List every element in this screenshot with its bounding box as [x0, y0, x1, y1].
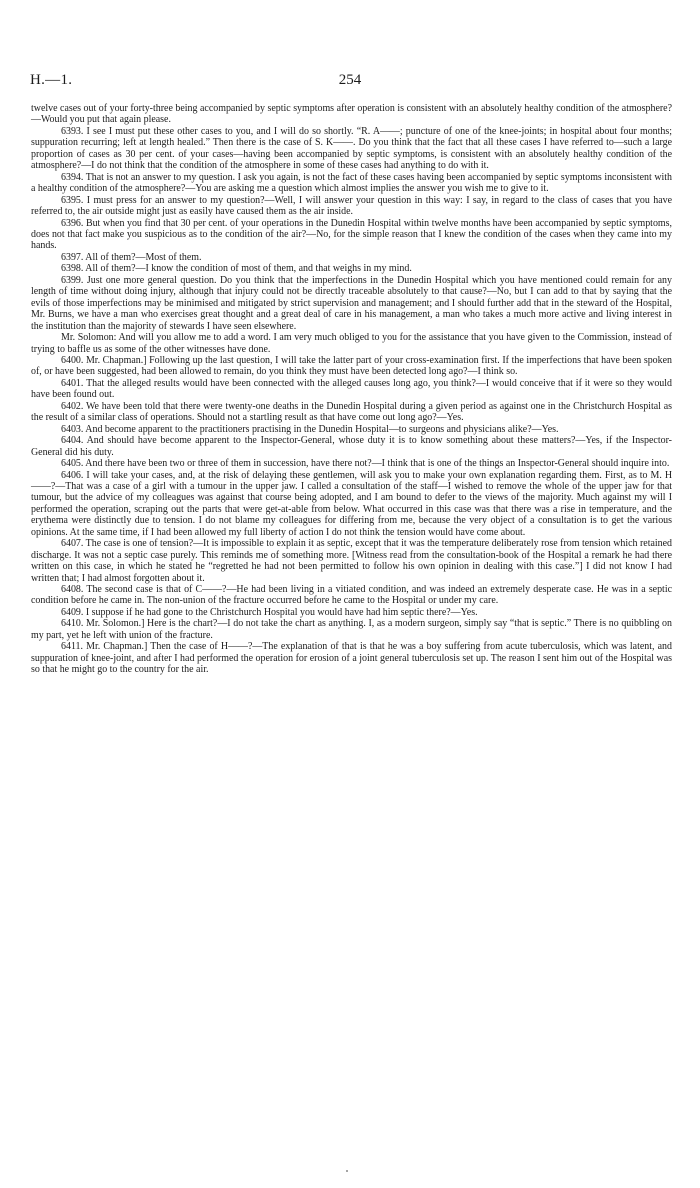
series-label: H.—1.	[30, 72, 73, 88]
paragraph: 6408. The second case is that of C——?—He had been living in a vitiated condition, and was indeed an extremely desperate case. He was in a septic condition before he came in. The non-union of the fracture occurred before he came to the Hospital or under my care.	[31, 584, 672, 607]
paragraph: 6410. Mr. Solomon.] Here is the chart?—I do not take the chart as anything. I, as a modern surgeon, simply say “that is septic.” There is no quibbling on my part, yet he left with union of the fracture.	[31, 618, 672, 641]
page-header	[30, 72, 670, 92]
paragraph: 6407. The case is one of tension?—It is impossible to explain it as septic, except that it was the temperature deliberately rose from tension which retained discharge. It was not a septic case purely. This reminds me of something more. [Witness read from the consultation-book of the Hospital a remark he had there written on this case, in which he stated he “regretted he had not been permitted to follow his own opinion in dealing with this case.”] I did not know I had written that; I had almost forgotten about it.	[31, 538, 672, 584]
paragraph: 6403. And become apparent to the practitioners practising in the Dunedin Hospital—to surgeons and physicians alike?—Yes.	[61, 423, 559, 435]
paragraph: 6402. We have been told that there were twenty-one deaths in the Dunedin Hospital during a given period as against one in the Christchurch Hospital as the result of a similar class of operations. Should not a startling result as that have come out long ago?—Yes.	[31, 400, 672, 424]
paragraph: 6397. All of them?—Most of them.	[61, 251, 202, 263]
paragraph: 6405. And there have been two or three of them in succession, have there not?—I think that is one of the things an Inspector-General should inquire into.	[61, 458, 670, 470]
paragraph: 6394. That is not an answer to my question. I ask you again, is not the fact of these cases having been accompanied by septic symptoms inconsistent with a healthy condition of the atmosphere?—You are asking me a question which almost implies the answer you wish me to give to it.	[31, 171, 672, 195]
paragraph: twelve cases out of your forty-three being accompanied by septic symptoms after operation is consistent with an absolutely healthy condition of the atmosphere?—Would you put that again please.	[31, 103, 672, 126]
paragraph: 6396. But when you find that 30 per cent. of your operations in the Dunedin Hospital within twelve months have been accompanied by septic symptoms, does not that fact make you suspicious as to the condition of the air?—No, for the simple reason that I knew the condition of the cases when they came into my hands.	[31, 217, 672, 252]
paragraph: 6404. And should have become apparent to the Inspector-General, whose duty it is to know something about these matters?—Yes, if the Inspector-General did his duty.	[31, 435, 672, 458]
page-number-wrap	[30, 72, 670, 89]
paragraph: 6409. I suppose if he had gone to the Christchurch Hospital you would have had him septic there?—Yes.	[61, 606, 478, 618]
page-speck	[346, 1170, 348, 1172]
paragraph: 6401. That the alleged results would have been connected with the alleged causes long ago, you think?—I would conceive that if it were so they would have been found out.	[31, 377, 672, 401]
document-body	[31, 103, 672, 676]
paragraph: 6398. All of them?—I know the condition of most of them, and that weighs in my mind.	[61, 263, 412, 275]
paragraph: 6406. I will take your cases, and, at the risk of delaying these gentlemen, will ask you to make your own explanation regarding them. First, as to M. H——?—That was a case of a girl with a tumour in the upper jaw. I called a consultation of the staff—I wished to remove the whole of the upper jaw for that tumour, but the advice of my colleagues was against that course being adopted, and I am bound to defer to the views of the majority. Much against my will I performed the operation, scraping out the parts that were get-at-able from below. What occurred in this case was that there was a rise in temperature, and the erythema were distinctly due to tension. I do not blame my colleagues for differing from me, because the very object of a consultation is to get the various opinions. At the same time, if I had been allowed my full liberty of action I do not think the tension would have come about.	[31, 469, 672, 538]
paragraph: 6411. Mr. Chapman.] Then the case of H——?—The explanation of that is that he was a boy suffering from acute tuberculosis, which was latent, and suppuration of knee-joint, and after I had performed the operation for erosion of a joint general tuberculosis set up. The reason I sent him out of the Hospital was so that he might go to the country for the air.	[31, 641, 672, 676]
paragraph: 6393. I see I must put these other cases to you, and I will do so shortly. “R. A——; puncture of one of the knee-joints; in hospital about four months; suppuration recurring; left at length healed.” Then there is the case of S. K——. Do you think that the fact that all these cases I have referred to—such a large proportion of cases as 30 per cent. of your cases—having been accompanied by septic symptoms, is consistent with an absolutely healthy condition of the atmosphere?—I do not think that the condition of the atmosphere in some of these cases had anything to do with it.	[31, 125, 672, 172]
paragraph: 6395. I must press for an answer to my question?—Well, I will answer your question in this way: I say, in regard to the class of cases that you have referred to, the air outside might just as easily have caused them as the air inside.	[31, 194, 672, 218]
paragraph: 6400. Mr. Chapman.] Following up the last question, I will take the latter part of your cross-examination first. If the imperfections that have been spoken of, or have been suggested, had been allowed to remain, do you think they must have been detected long ago?—I think so.	[31, 354, 672, 378]
paragraph: 6399. Just one more general question. Do you think that the imperfections in the Dunedin Hospital which you have mentioned could remain for any length of time without doing injury, although that injury could not be directly traceable absolutely to that cause?—No, but I can add to that by saying that the evils of those imperfections may be minimised and mitigated by strict supervision and management; and I should further add that in the steward of the Hospital, Mr. Burns, we have a man who exercises great thought and a great deal of care in his management, a man who takes a much more active and living interest in the institution than the majority of stewards I have seen elsewhere.	[31, 274, 672, 332]
page-number: 254	[338, 72, 362, 88]
paragraph: Mr. Solomon: And will you allow me to add a word. I am very much obliged to you for the assistance that you have given to the Commission, instead of trying to baffle us as some of the other witnesses have done.	[31, 332, 672, 355]
